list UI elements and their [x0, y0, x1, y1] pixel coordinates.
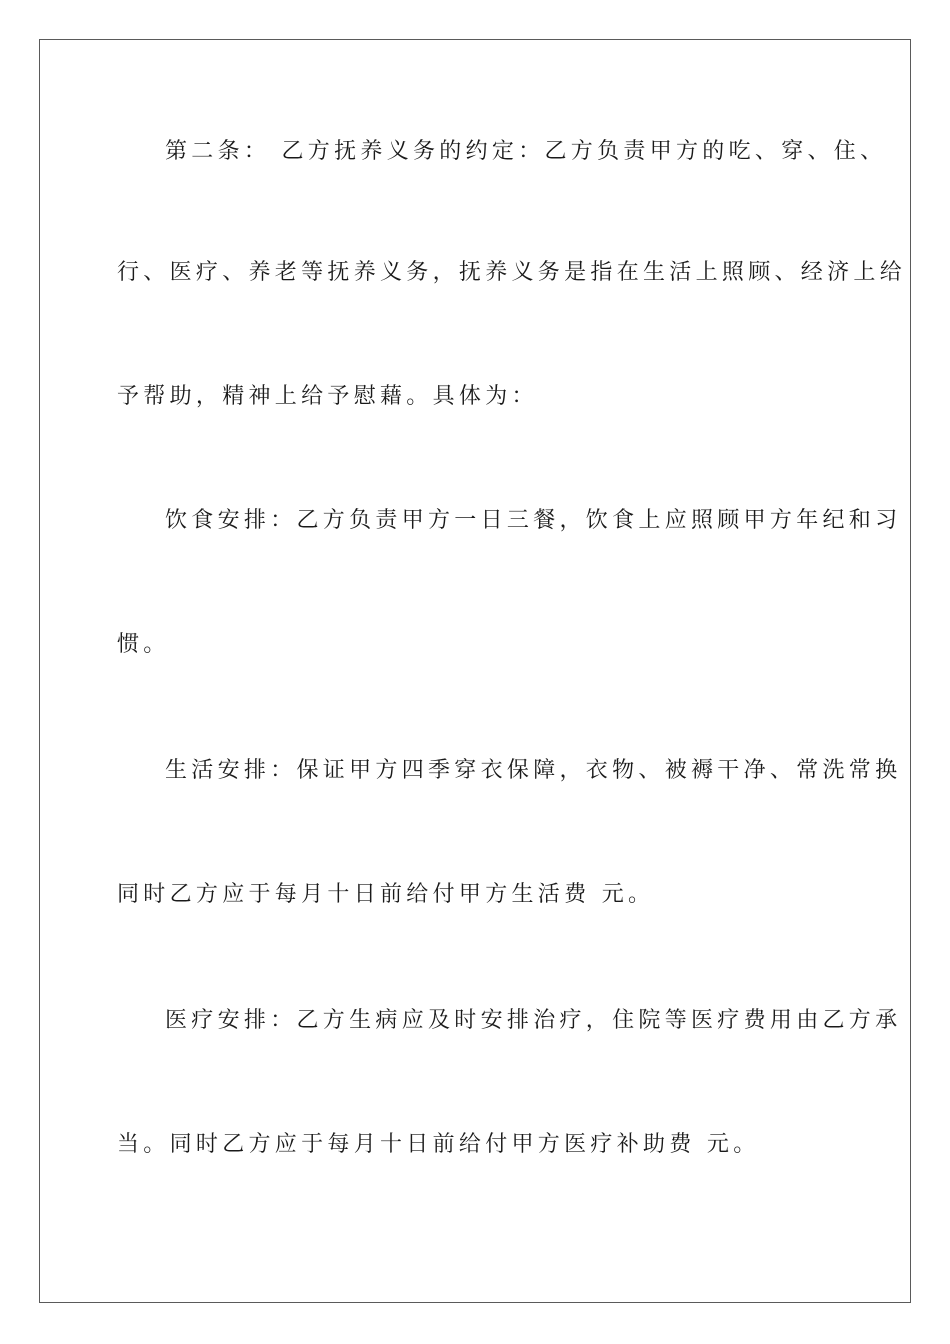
diet-arrangement-line-2: 惯。: [117, 632, 170, 657]
page-border: [39, 39, 911, 1303]
article-2-line-3: 予帮助，精神上给予慰藉。具体为：: [117, 384, 538, 409]
living-arrangement-line-2: 同时乙方应于每月十日前给付甲方生活费 元。: [117, 882, 655, 907]
article-2-line-2: 行、医疗、养老等抚养义务，抚养义务是指在生活上照顾、经济上给: [117, 260, 907, 285]
medical-arrangement-line-2: 当。同时乙方应于每月十日前给付甲方医疗补助费 元。: [117, 1132, 760, 1157]
living-arrangement-line-1: 生活安排：保证甲方四季穿衣保障，衣物、被褥干净、常洗常换: [165, 758, 902, 783]
medical-arrangement-line-1: 医疗安排：乙方生病应及时安排治疗，住院等医疗费用由乙方承: [165, 1008, 902, 1033]
article-2-line-1: 第二条： 乙方抚养义务的约定：乙方负责甲方的吃、穿、住、: [165, 139, 887, 164]
diet-arrangement-line-1: 饮食安排：乙方负责甲方一日三餐，饮食上应照顾甲方年纪和习: [165, 508, 902, 533]
